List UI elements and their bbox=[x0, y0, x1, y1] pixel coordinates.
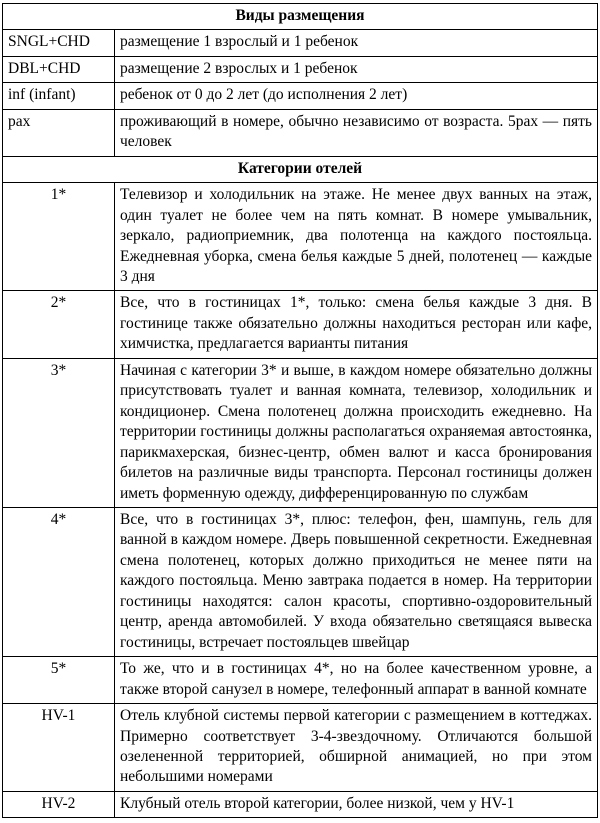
term-cell: 5* bbox=[3, 657, 115, 704]
table-row bbox=[3, 83, 598, 109]
term-cell: pax bbox=[3, 109, 115, 156]
definition-cell: Телевизор и холодильник на этаже. Не менее двух ванных на этаж, один туалет не более чем на пять комнат. В номере умывальник, зеркало, радиоприемник, два полотенца на каждого постояльца. Ежедневная уборка, смена белья каждые 5 дней, полотенец — каждые 3 дня bbox=[115, 183, 598, 291]
term-cell: 3* bbox=[3, 358, 115, 507]
section-title-hotel-categories: Категории отелей bbox=[3, 156, 598, 182]
term-cell: 2* bbox=[3, 291, 115, 358]
table-row bbox=[3, 109, 598, 156]
term-cell: 4* bbox=[3, 507, 115, 656]
term-cell: HV-1 bbox=[3, 704, 115, 792]
term-cell: DBL+CHD bbox=[3, 56, 115, 82]
term-cell: HV-2 bbox=[3, 791, 115, 817]
table-row bbox=[3, 291, 598, 358]
term-cell: SNGL+CHD bbox=[3, 30, 115, 56]
definition-cell: ребенок от 0 до 2 лет (до исполнения 2 лет) bbox=[115, 83, 598, 109]
definition-cell: размещение 1 взрослый и 1 ребенок bbox=[115, 30, 598, 56]
table-row bbox=[3, 507, 598, 656]
section-header-row bbox=[3, 4, 598, 30]
definition-cell: Клубный отель второй категории, более низкой, чем у HV-1 bbox=[115, 791, 598, 817]
table-row bbox=[3, 704, 598, 792]
definition-cell: Начиная с категории 3* и выше, в каждом номере обязательно должны присутствовать туалет и ванная комната, телевизор, холодильник и кондиционер. Смена полотенец должна происходить ежедневно. На территории гостиницы должны располагаться охраняемая автостоянка, парикмахерская, бизнес-центр, обмен валют и касса бронирования билетов на различные виды транспорта. Персонал гостиницы должен иметь форменную одежду, дифференцированную по службам bbox=[115, 358, 598, 507]
definition-cell: То же, что и в гостиницах 4*, но на более качественном уровне, а также второй санузел в номере, телефонный аппарат в ванной комнате bbox=[115, 657, 598, 704]
accommodation-and-hotel-categories-table bbox=[2, 3, 598, 818]
definition-cell: размещение 2 взрослых и 1 ребенок bbox=[115, 56, 598, 82]
definition-cell: Все, что в гостиницах 1*, только: смена белья каждые 3 дня. В гостинице также обязательно должны находиться ресторан или кафе, химчистка, предлагается варианты питания bbox=[115, 291, 598, 358]
table-row bbox=[3, 358, 598, 507]
term-cell: inf (infant) bbox=[3, 83, 115, 109]
section-title-accommodation-types: Виды размещения bbox=[3, 4, 598, 30]
table-row bbox=[3, 183, 598, 291]
section-header-row bbox=[3, 156, 598, 182]
term-cell: 1* bbox=[3, 183, 115, 291]
table-row bbox=[3, 30, 598, 56]
definition-cell: проживающий в номере, обычно независимо от возраста. 5pax — пять человек bbox=[115, 109, 598, 156]
table-row bbox=[3, 791, 598, 817]
definition-cell: Все, что в гостиницах 3*, плюс: телефон, фен, шампунь, гель для ванной в каждом номере. Дверь повышенной секретности. Ежедневная смена полотенец, которых должно приходиться не менее пяти на каждого постояльца. Меню завтрака подается в номер. На территории гостиницы находятся: салон красоты, спортивно-оздоровительный центр, аренда автомобилей. У входа обязательно светящаяся вывеска гостиницы, встречает постояльцев швейцар bbox=[115, 507, 598, 656]
definition-cell: Отель клубной системы первой категории с размещением в коттеджах. Примерно соответствует 3-4-звездочному. Отличаются большой озелененной территорией, обширной анимацией, но при этом небольшими номерами bbox=[115, 704, 598, 792]
table-row bbox=[3, 657, 598, 704]
table-row bbox=[3, 56, 598, 82]
